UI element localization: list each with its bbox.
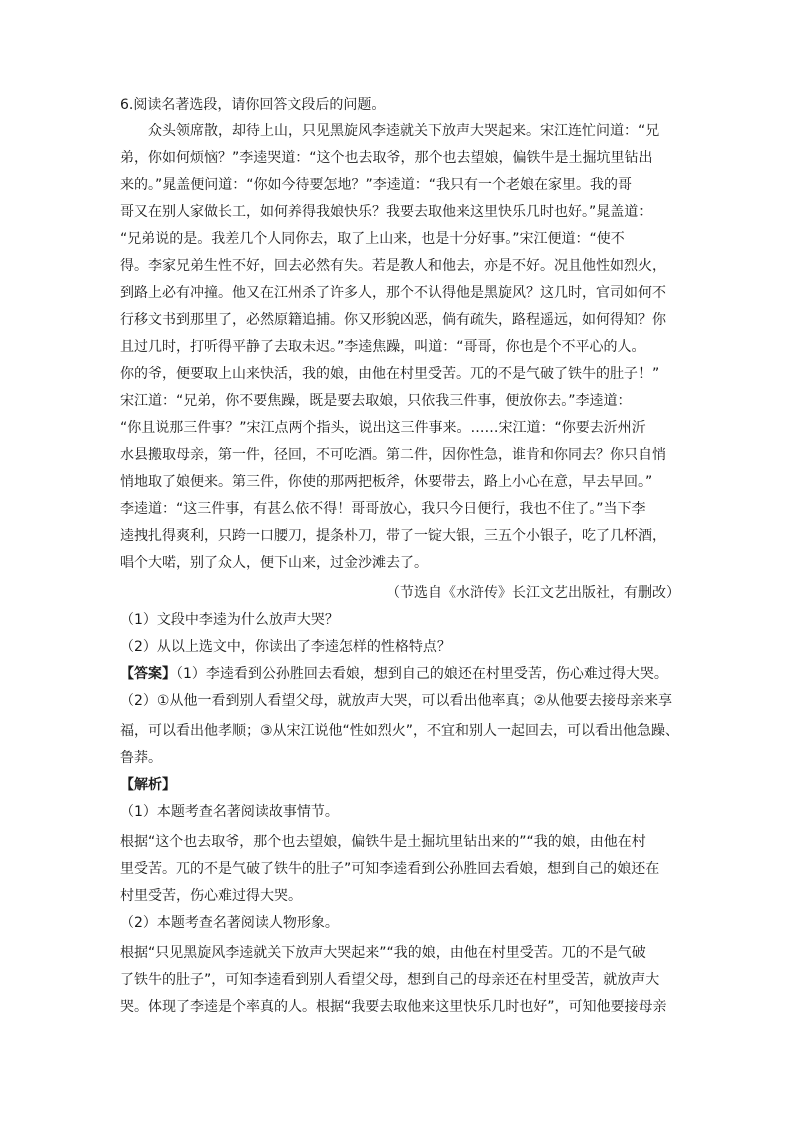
passage-line: 众头领席散，却待上山，只见黑旋风李逵就关下放声大哭起来。宋江连忙问道：“兄 xyxy=(148,123,660,139)
passage-line: 弟，你如何烦恼？”李逵哭道：“这个也去取爷，那个也去望娘，偏铁牛是土掘坑里钻出 xyxy=(120,150,653,166)
passage-line: “你且说那三件事？”宋江点两个指头，说出这三件事来。……宋江道：“你要去沂州沂 xyxy=(120,420,646,436)
analysis-line: （2）本题考查名著阅读人物形象。 xyxy=(120,915,339,931)
answer-first-line xyxy=(120,661,668,687)
passage-line: 到路上必有冲撞。他又在江州杀了许多人，那个不认得他是黑旋风？这几时，官司如何不 xyxy=(120,285,666,301)
passage-line: 水县搬取母亲，第一件，径回，不可吃酒。第二件，因你性急，谁肯和你同去？你只自悄 xyxy=(120,447,666,463)
passage-line: 悄地取了娘便来。第三件，你使的那两把板斧，休要带去，路上小心在意，早去早回。” xyxy=(120,474,653,490)
answer-label: 【答案】 xyxy=(120,666,176,682)
passage-line: 你的爷，便要取上山来快活，我的娘，由他在村里受苦。兀的不是气破了铁牛的肚子！” xyxy=(120,366,660,382)
sub-question-2: （2）从以上选文中，你读出了李逵怎样的性格特点？ xyxy=(120,639,451,655)
answer-line: （2）①从他一看到别人看望父母，就放声大哭，可以看出他率真；②从他要去接母亲来享 xyxy=(120,693,673,709)
passage-line: 得。李家兄弟生性不好，回去必然有失。若是教人和他去，亦是不好。况且他性如烈火， xyxy=(120,258,666,274)
passage-source: （节选自《水浒传》长江文艺出版社，有删改） xyxy=(386,585,680,601)
sub-question-1: （1）文段中李逵为什么放声大哭？ xyxy=(120,612,339,628)
analysis-line: 村里受苦，伤心难过得大哭。 xyxy=(120,888,302,904)
passage-line: 哥又在别人家做长工，如何养得我娘快乐？我要去取他来这里快乐几时也好。”晁盖道： xyxy=(120,204,653,220)
analysis-line: （1）本题考查名著阅读故事情节。 xyxy=(120,804,339,820)
passage-line: 李逵道：“这三件事，有甚么依不得！哥哥放心，我只今日便行，我也不住了。”当下李 xyxy=(120,501,646,517)
analysis-line: 根据“只见黑旋风李逵就关下放声大哭起来”“我的娘，由他在村里受苦。兀的不是气破 xyxy=(120,945,646,961)
passage-line: 行移文书到那里了，必然原籍追捕。你又形貌凶恶，倘有疏失，路程遥远，如何得知？你 xyxy=(120,312,666,328)
passage-line: 宋江道：“兄弟，你不要焦躁，既是要去取娘，只依我三件事，便放你去。”李逵道： xyxy=(120,393,632,409)
passage-line: 来的。”晁盖便问道：“你如今待要怎地？”李逵道：“我只有一个老娘在家里。我的哥 xyxy=(120,177,633,193)
question-title: 6.阅读名著选段，请你回答文段后的问题。 xyxy=(120,97,386,113)
passage-line: 逵拽扎得爽利，只跨一口腰刀，提条朴刀，带了一锭大银，三五个小银子，吃了几杯酒， xyxy=(120,528,666,544)
passage-line: 唱个大喏，别了众人，便下山来，过金沙滩去了。 xyxy=(120,555,428,571)
analysis-line: 了铁牛的肚子”，可知李逵看到别人看望父母，想到自己的母亲还在村里受苦，就放声大 xyxy=(120,972,660,988)
analysis-line: 哭。体现了李逵是个率真的人。根据“我要去取他来这里快乐几时也好”，可知他要接母亲 xyxy=(120,999,667,1015)
analysis-label: 【解析】 xyxy=(120,777,176,793)
passage-line: “兄弟说的是。我差几个人同你去，取了上山来，也是十分好事。”宋江便道：“使不 xyxy=(120,231,625,247)
answer-line: （1）李逵看到公孙胜回去看娘，想到自己的娘还在村里受苦，伤心难过得大哭。 xyxy=(176,666,668,682)
analysis-line: 里受苦。兀的不是气破了铁牛的肚子”可知李逵看到公孙胜回去看娘，想到自己的娘还在 xyxy=(120,861,660,877)
answer-line: 福，可以看出他孝顺；③从宋江说他“性如烈火”，不宜和别人一起回去，可以看出他急躁、 xyxy=(120,723,680,739)
analysis-line: 根据“这个也去取爷，那个也去望娘，偏铁牛是土掘坑里钻出来的”“我的娘，由他在村 xyxy=(120,834,646,850)
answer-line: 鲁莽。 xyxy=(120,750,162,766)
passage-line: 且过几时，打听得平静了去取未迟。”李逵焦躁，叫道：“哥哥，你也是个不平心的人。 xyxy=(120,339,646,355)
